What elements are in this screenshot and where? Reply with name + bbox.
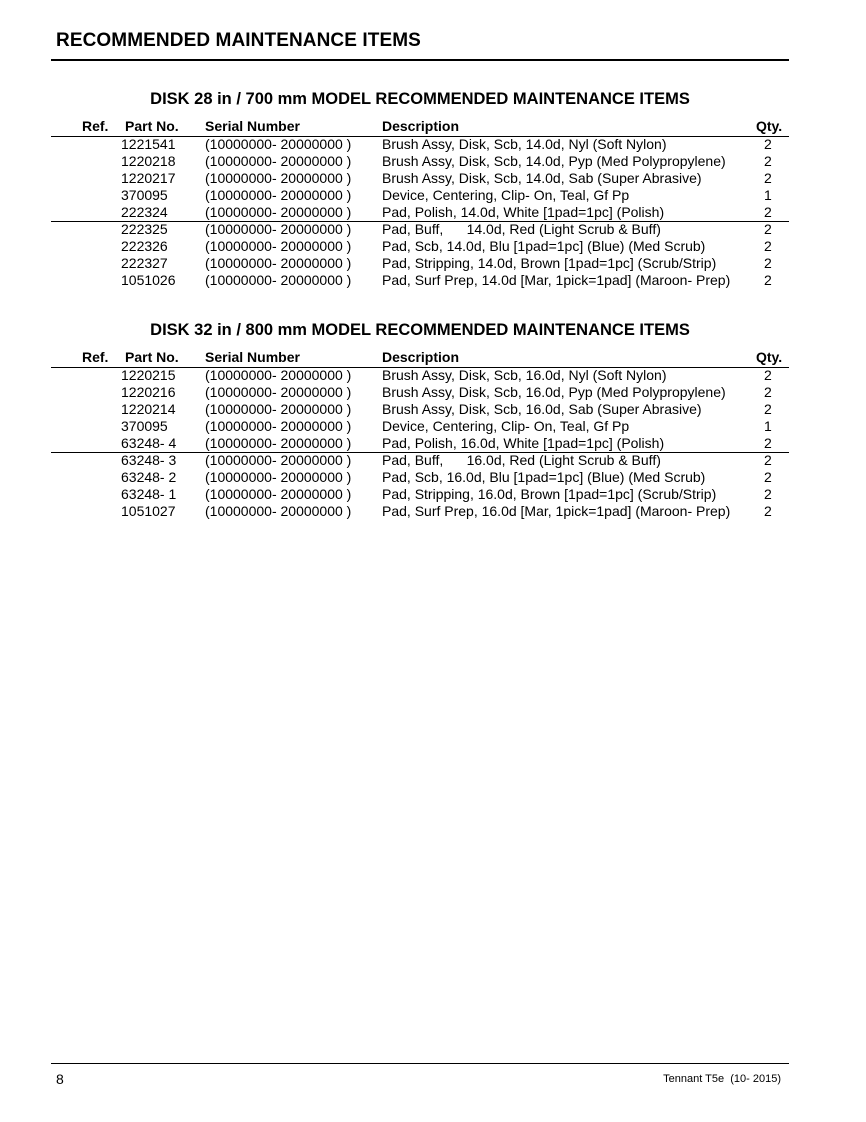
- serial-number: (10000000- 20000000 ): [205, 418, 352, 434]
- part-number: 1220217: [121, 170, 176, 186]
- quantity: 2: [764, 255, 772, 271]
- description: Pad, Scb, 16.0d, Blu [1pad=1pc] (Blue) (Med Scrub): [382, 469, 706, 485]
- quantity: 2: [764, 486, 772, 502]
- header-part-no: Part No.: [125, 349, 179, 365]
- description: Pad, Stripping, 16.0d, Brown [1pad=1pc] (Scrub/Strip): [382, 486, 717, 502]
- description: Pad, Stripping, 14.0d, Brown [1pad=1pc] (Scrub/Strip): [382, 255, 717, 271]
- quantity: 2: [764, 170, 772, 186]
- serial-number: (10000000- 20000000 ): [205, 255, 352, 271]
- table-row: [0, 204, 866, 221]
- header-qty: Qty.: [756, 118, 783, 134]
- description: Pad, Buff, 16.0d, Red (Light Scrub & Buff): [382, 452, 661, 468]
- description: Pad, Polish, 14.0d, White [1pad=1pc] (Polish): [382, 204, 665, 220]
- table-row: [0, 255, 866, 272]
- table-row: [0, 238, 866, 255]
- serial-number: (10000000- 20000000 ): [205, 170, 352, 186]
- part-number: 222324: [121, 204, 168, 220]
- part-number: 222326: [121, 238, 168, 254]
- table-row: [0, 170, 866, 187]
- part-number: 63248- 2: [121, 469, 177, 485]
- serial-number: (10000000- 20000000 ): [205, 272, 352, 288]
- page-number: 8: [56, 1071, 64, 1087]
- header-part-no: Part No.: [125, 118, 179, 134]
- quantity: 2: [764, 136, 772, 152]
- quantity: 1: [764, 187, 772, 203]
- section-title: DISK 32 in / 800 mm MODEL RECOMMENDED MAINTENANCE ITEMS: [150, 321, 690, 339]
- quantity: 2: [764, 435, 772, 451]
- header-serial-number: Serial Number: [205, 118, 300, 134]
- header-serial-number: Serial Number: [205, 349, 300, 365]
- serial-number: (10000000- 20000000 ): [205, 238, 352, 254]
- serial-number: (10000000- 20000000 ): [205, 136, 352, 152]
- part-number: 370095: [121, 418, 168, 434]
- header-ref: Ref.: [82, 349, 109, 365]
- serial-number: (10000000- 20000000 ): [205, 503, 352, 519]
- table-row: [0, 418, 866, 435]
- header-description: Description: [382, 349, 460, 365]
- header-description: Description: [382, 118, 460, 134]
- description: Brush Assy, Disk, Scb, 16.0d, Sab (Super Abrasive): [382, 401, 702, 417]
- part-number: 1051027: [121, 503, 176, 519]
- quantity: 2: [764, 367, 772, 383]
- part-number: 1220214: [121, 401, 176, 417]
- table-row: [0, 367, 866, 384]
- footer-document-reference: Tennant T5e (10- 2015): [663, 1073, 781, 1085]
- table-row: [0, 503, 866, 520]
- description: Brush Assy, Disk, Scb, 14.0d, Pyp (Med Polypropylene): [382, 153, 726, 169]
- header-ref: Ref.: [82, 118, 109, 134]
- table-row: [0, 221, 866, 238]
- table-row: [0, 435, 866, 452]
- description: Pad, Polish, 16.0d, White [1pad=1pc] (Polish): [382, 435, 665, 451]
- part-number: 222325: [121, 221, 168, 237]
- description: Pad, Surf Prep, 16.0d [Mar, 1pick=1pad] (Maroon- Prep): [382, 503, 731, 519]
- serial-number: (10000000- 20000000 ): [205, 452, 352, 468]
- quantity: 2: [764, 452, 772, 468]
- table-row: [0, 187, 866, 204]
- quantity: 2: [764, 469, 772, 485]
- description: Brush Assy, Disk, Scb, 16.0d, Pyp (Med Polypropylene): [382, 384, 726, 400]
- table-row: [0, 401, 866, 418]
- part-number: 63248- 1: [121, 486, 177, 502]
- title-rule: [51, 59, 789, 61]
- description: Pad, Scb, 14.0d, Blu [1pad=1pc] (Blue) (Med Scrub): [382, 238, 706, 254]
- part-number: 1220218: [121, 153, 176, 169]
- description: Brush Assy, Disk, Scb, 16.0d, Nyl (Soft Nylon): [382, 367, 667, 383]
- parts-table: [0, 367, 866, 520]
- quantity: 2: [764, 153, 772, 169]
- description: Brush Assy, Disk, Scb, 14.0d, Nyl (Soft Nylon): [382, 136, 667, 152]
- section-title: DISK 28 in / 700 mm MODEL RECOMMENDED MAINTENANCE ITEMS: [150, 90, 690, 108]
- footer-rule: [51, 1063, 789, 1064]
- part-number: 1221541: [121, 136, 176, 152]
- description: Brush Assy, Disk, Scb, 14.0d, Sab (Super Abrasive): [382, 170, 702, 186]
- table-row: [0, 384, 866, 401]
- page-title: RECOMMENDED MAINTENANCE ITEMS: [56, 30, 421, 51]
- quantity: 2: [764, 384, 772, 400]
- table-row: [0, 272, 866, 289]
- serial-number: (10000000- 20000000 ): [205, 367, 352, 383]
- table-row: [0, 452, 866, 469]
- table-row: [0, 486, 866, 503]
- serial-number: (10000000- 20000000 ): [205, 469, 352, 485]
- header-qty: Qty.: [756, 349, 783, 365]
- table-row: [0, 469, 866, 486]
- quantity: 2: [764, 401, 772, 417]
- quantity: 2: [764, 272, 772, 288]
- description: Device, Centering, Clip- On, Teal, Gf Pp: [382, 187, 630, 203]
- quantity: 2: [764, 221, 772, 237]
- table-row: [0, 136, 866, 153]
- serial-number: (10000000- 20000000 ): [205, 486, 352, 502]
- part-number: 1220215: [121, 367, 176, 383]
- part-number: 370095: [121, 187, 168, 203]
- part-number: 1220216: [121, 384, 176, 400]
- table-row: [0, 153, 866, 170]
- description: Pad, Buff, 14.0d, Red (Light Scrub & Buff): [382, 221, 661, 237]
- quantity: 2: [764, 204, 772, 220]
- quantity: 2: [764, 238, 772, 254]
- serial-number: (10000000- 20000000 ): [205, 435, 352, 451]
- serial-number: (10000000- 20000000 ): [205, 401, 352, 417]
- serial-number: (10000000- 20000000 ): [205, 153, 352, 169]
- parts-table: [0, 136, 866, 289]
- serial-number: (10000000- 20000000 ): [205, 187, 352, 203]
- quantity: 1: [764, 418, 772, 434]
- serial-number: (10000000- 20000000 ): [205, 221, 352, 237]
- serial-number: (10000000- 20000000 ): [205, 204, 352, 220]
- serial-number: (10000000- 20000000 ): [205, 384, 352, 400]
- description: Device, Centering, Clip- On, Teal, Gf Pp: [382, 418, 630, 434]
- part-number: 63248- 4: [121, 435, 177, 451]
- part-number: 222327: [121, 255, 168, 271]
- part-number: 63248- 3: [121, 452, 177, 468]
- description: Pad, Surf Prep, 14.0d [Mar, 1pick=1pad] (Maroon- Prep): [382, 272, 731, 288]
- part-number: 1051026: [121, 272, 176, 288]
- quantity: 2: [764, 503, 772, 519]
